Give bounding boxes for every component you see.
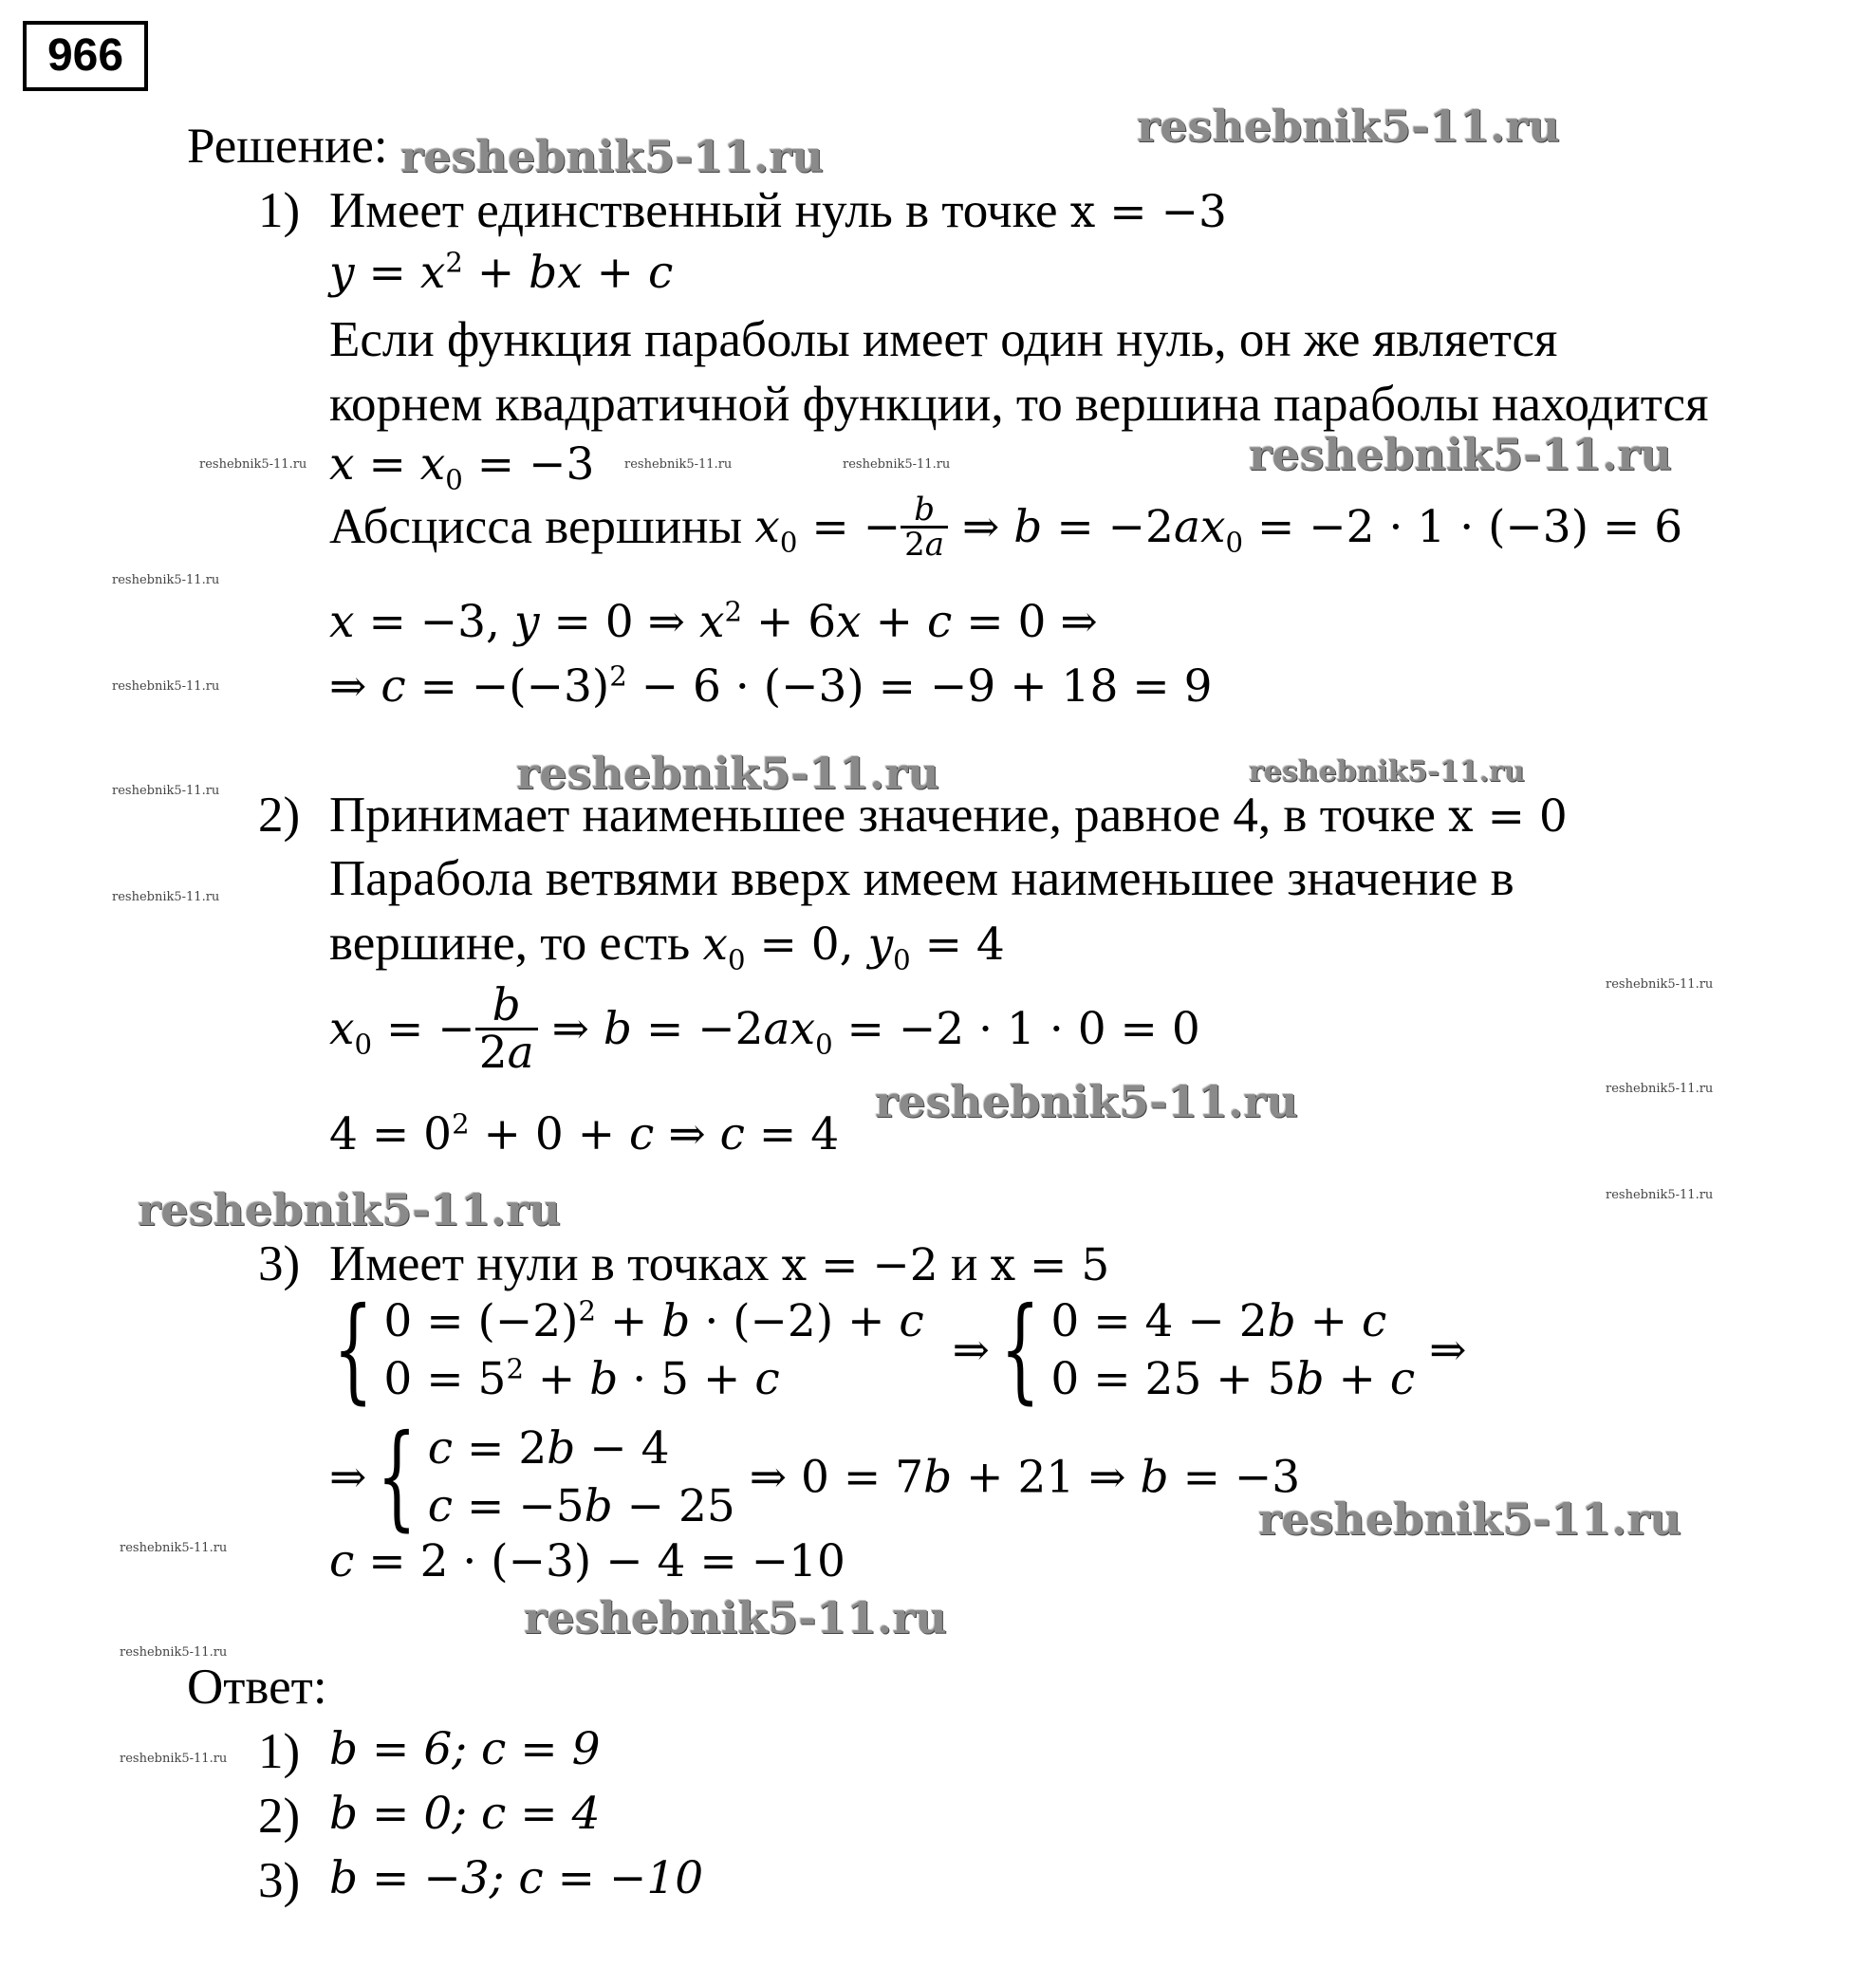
part2-b-calculation: $x_0$ = − $\frac{b}{2a}$ ⇒ $b = -2ax_0 = -2 \cdot 1 \cdot 0 = 0$	[329, 979, 1200, 1079]
answer-label: Ответ:	[187, 1660, 327, 1715]
part3-root1: x = −2	[781, 1239, 938, 1291]
answer-3: b = −3; c = −10	[329, 1852, 704, 1904]
part1-explanation-line1: Если функция параболы имеет один нуль, он же является	[329, 312, 1558, 367]
watermark-small: reshebnik5-11.ru	[112, 573, 220, 587]
watermark-small: reshebnik5-11.ru	[112, 890, 220, 904]
part2-explanation-line2: вершине, то есть $x_0 = 0$, $y_0 = 4$	[329, 916, 1005, 976]
watermark: reshebnik5-11.ru	[1249, 429, 1672, 480]
part3-system1: { $0 = (-2)^2 + b \cdot (-2) + c$ $0 = 5^2 + b \cdot 5 + c$ ⇒{ 0 = 4 − 2b + c 0 = 25 + 5b + c ⇒	[333, 1284, 1467, 1417]
part2-vertex-text: вершине, то есть	[329, 916, 703, 971]
part2-line1	[329, 790, 1568, 841]
watermark: reshebnik5-11.ru	[400, 131, 824, 182]
part3-and: и	[938, 1236, 991, 1291]
part2-explanation-line1: Парабола ветвями вверх имеем наименьшее значение в	[329, 851, 1514, 906]
part1-line1	[329, 183, 1227, 238]
watermark-small: reshebnik5-11.ru	[120, 1752, 228, 1766]
watermark: reshebnik5-11.ru	[1137, 101, 1560, 152]
part1-vertex-formula: $x = x_0 = -3$	[329, 438, 595, 496]
solution-label: Решение:	[187, 119, 388, 174]
watermark: reshebnik5-11.ru	[1258, 1494, 1681, 1545]
part1-vertex-fraction: $\frac{b}{2a}$	[901, 493, 948, 561]
part1-abscissa-line: Абсцисса вершины $x_0$ = − $\frac{b}{2a}$ ⇒ $b = -2ax_0 = -2 \cdot 1 \cdot (-3) = 6$	[329, 491, 1683, 564]
part1-substitution-line: x = −3, y = 0 ⇒ $x^2 + 6x + c = 0$ ⇒	[329, 595, 1098, 648]
watermark: reshebnik5-11.ru	[138, 1184, 561, 1235]
part2-number: 2)	[258, 788, 301, 843]
part3-system2: ⇒{ c = 2b − 4 c = −5b − 25 ⇒ 0 = 7b + 21 ⇒ b = −3	[329, 1411, 1301, 1544]
answer-1: b = 6; c = 9	[329, 1723, 601, 1775]
watermark: reshebnik5-11.ru	[516, 748, 939, 799]
watermark-small: reshebnik5-11.ru	[1606, 977, 1714, 992]
watermark-small: reshebnik5-11.ru	[112, 784, 220, 798]
watermark: reshebnik5-11.ru	[1249, 755, 1525, 789]
answer-2-number: 2)	[258, 1789, 301, 1844]
problem-number: 966	[23, 21, 148, 91]
part1-condition-text: Имеет единственный нуль в точке	[329, 183, 1070, 238]
part1-abscissa-text: Абсцисса вершины	[329, 499, 755, 554]
answer-3-number: 3)	[258, 1853, 301, 1908]
watermark-small: reshebnik5-11.ru	[1606, 1188, 1714, 1202]
part2-c-calculation: $4 = 0^2 + 0 + c$ ⇒ c = 4	[329, 1107, 840, 1160]
watermark: reshebnik5-11.ru	[875, 1076, 1298, 1127]
part1-number: 1)	[258, 183, 301, 238]
watermark-small: reshebnik5-11.ru	[120, 1541, 228, 1555]
part2-vertex-fraction: $\frac{b}{2a}$	[475, 983, 538, 1075]
watermark-small: reshebnik5-11.ru	[112, 679, 220, 694]
watermark-small: reshebnik5-11.ru	[843, 457, 951, 472]
part3-line1	[329, 1236, 1110, 1291]
part2-condition-math: x = 0	[1448, 790, 1568, 843]
part3-root2: x = 5	[990, 1239, 1110, 1291]
watermark-small: reshebnik5-11.ru	[120, 1645, 228, 1660]
answer-1-number: 1)	[258, 1724, 301, 1779]
part1-condition-math: x = −3	[1069, 186, 1227, 238]
part1-explanation-line2: корнем квадратичной функции, то вершина параболы находится	[329, 377, 1709, 432]
left-brace-icon: {	[377, 1411, 418, 1544]
part1-function-formula: $y = x^2$ + bx + c	[329, 246, 674, 299]
left-brace-icon: {	[1000, 1284, 1041, 1417]
part3-condition-text: Имеет нули в точках	[329, 1236, 782, 1291]
answer-2: b = 0; c = 4	[329, 1788, 601, 1840]
part3-c-calculation: c = 2 · (−3) − 4 = −10	[329, 1535, 845, 1587]
left-brace-icon: {	[333, 1284, 374, 1417]
part1-c-calculation: ⇒ $c = -(-3)^2 - 6 \cdot (-3) = -9 + 18 = 9$	[329, 659, 1213, 713]
watermark-small: reshebnik5-11.ru	[1606, 1082, 1714, 1096]
part2-condition-text: Принимает наименьшее значение, равное 4, в точке	[329, 788, 1449, 843]
part3-number: 3)	[258, 1236, 301, 1291]
watermark-small: reshebnik5-11.ru	[624, 457, 733, 472]
watermark: reshebnik5-11.ru	[524, 1592, 947, 1643]
watermark-small: reshebnik5-11.ru	[199, 457, 307, 472]
